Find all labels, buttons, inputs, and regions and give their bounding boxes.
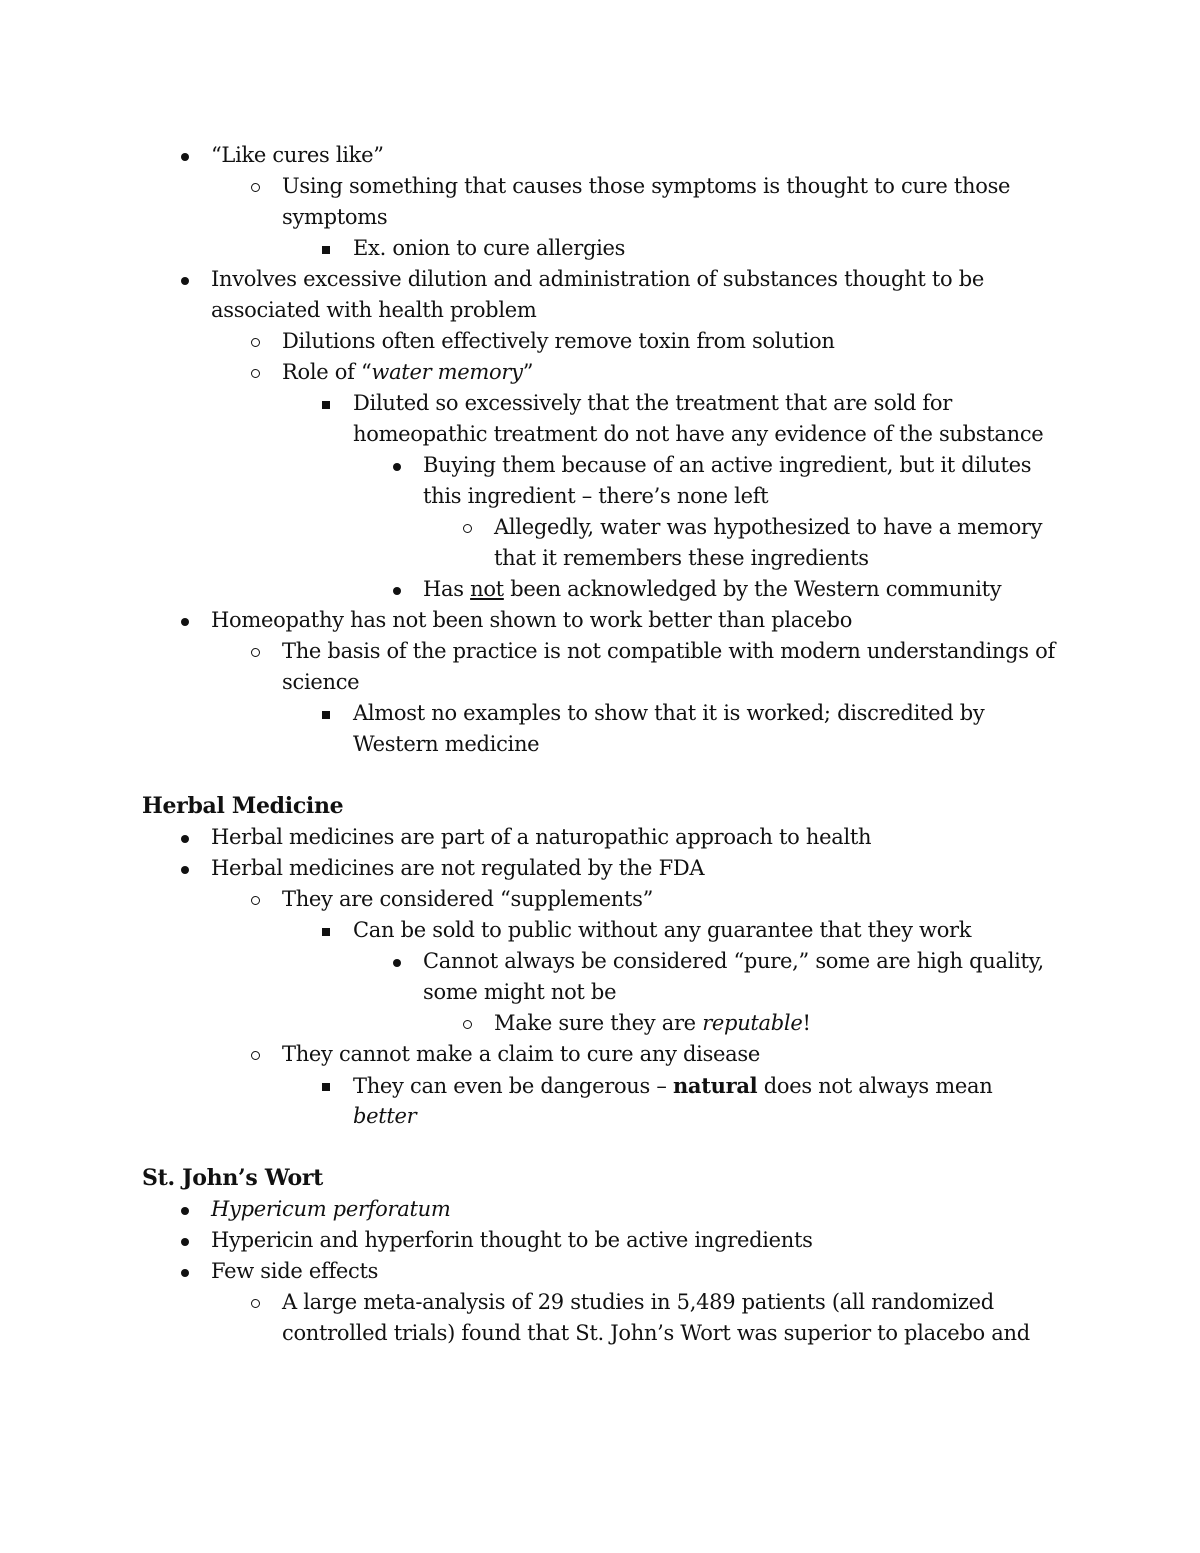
list-item: Hypericin and hyperforin thought to be active ingredients	[211, 1228, 813, 1252]
list-item: Role of “water memory”	[282, 360, 534, 384]
list-item: Buying them because of an active ingredient, but it dilutes	[423, 453, 1032, 477]
list-item: Homeopathy has not been shown to work better than placebo	[211, 608, 853, 632]
spacer	[0, 760, 1200, 791]
list-item: Cannot always be considered “pure,” some are high quality,	[423, 949, 1044, 973]
notes-body	[0, 140, 1200, 1349]
list-item: The basis of the practice is not compatible with modern understandings of	[282, 639, 1055, 663]
list-item: “Like cures like”	[211, 143, 384, 167]
list-item: They can even be dangerous – natural does not always mean	[353, 1073, 993, 1098]
list-item: Involves excessive dilution and administration of substances thought to be	[211, 267, 985, 291]
list-item: Using something that causes those symptoms is thought to cure those	[282, 174, 1011, 198]
list-item-continuation: homeopathic treatment do not have any evidence of the substance	[353, 422, 1044, 446]
list-item: Few side effects	[211, 1259, 379, 1283]
list-item: Almost no examples to show that it is worked; discredited by	[353, 701, 985, 725]
list-item: Herbal medicines are part of a naturopathic approach to health	[211, 825, 872, 849]
list-item: They are considered “supplements”	[282, 887, 654, 911]
section-heading-st-johns-wort: St. John’s Wort	[142, 1165, 323, 1191]
list-item: Can be sold to public without any guarantee that they work	[353, 918, 972, 942]
list-item: Make sure they are reputable!	[494, 1011, 811, 1035]
list-item-continuation: symptoms	[282, 205, 388, 229]
list-item-continuation: some might not be	[423, 980, 617, 1004]
list-item: Allegedly, water was hypothesized to have a memory	[494, 515, 1043, 539]
spacer	[0, 1132, 1200, 1163]
list-item: Hypericum perforatum	[211, 1197, 451, 1221]
list-item: They cannot make a claim to cure any disease	[282, 1042, 761, 1066]
list-item: Has not been acknowledged by the Western community	[423, 577, 1002, 601]
list-item: A large meta-analysis of 29 studies in 5,489 patients (all randomized	[282, 1290, 994, 1314]
list-item: Ex. onion to cure allergies	[353, 236, 626, 260]
section-heading-herbal-medicine: Herbal Medicine	[142, 793, 344, 819]
list-item-continuation: better	[353, 1104, 417, 1128]
list-item-continuation: science	[282, 670, 360, 694]
list-item: Dilutions often effectively remove toxin from solution	[282, 329, 835, 353]
list-item-continuation: this ingredient – there’s none left	[423, 484, 769, 508]
list-item: Diluted so excessively that the treatment that are sold for	[353, 391, 952, 415]
list-item: Herbal medicines are not regulated by the FDA	[211, 856, 705, 880]
list-item-continuation: associated with health problem	[211, 298, 537, 322]
list-item-continuation: that it remembers these ingredients	[494, 546, 869, 570]
list-item-continuation: controlled trials) found that St. John’s Wort was superior to placebo and	[282, 1321, 1030, 1345]
list-item-continuation: Western medicine	[353, 732, 540, 756]
